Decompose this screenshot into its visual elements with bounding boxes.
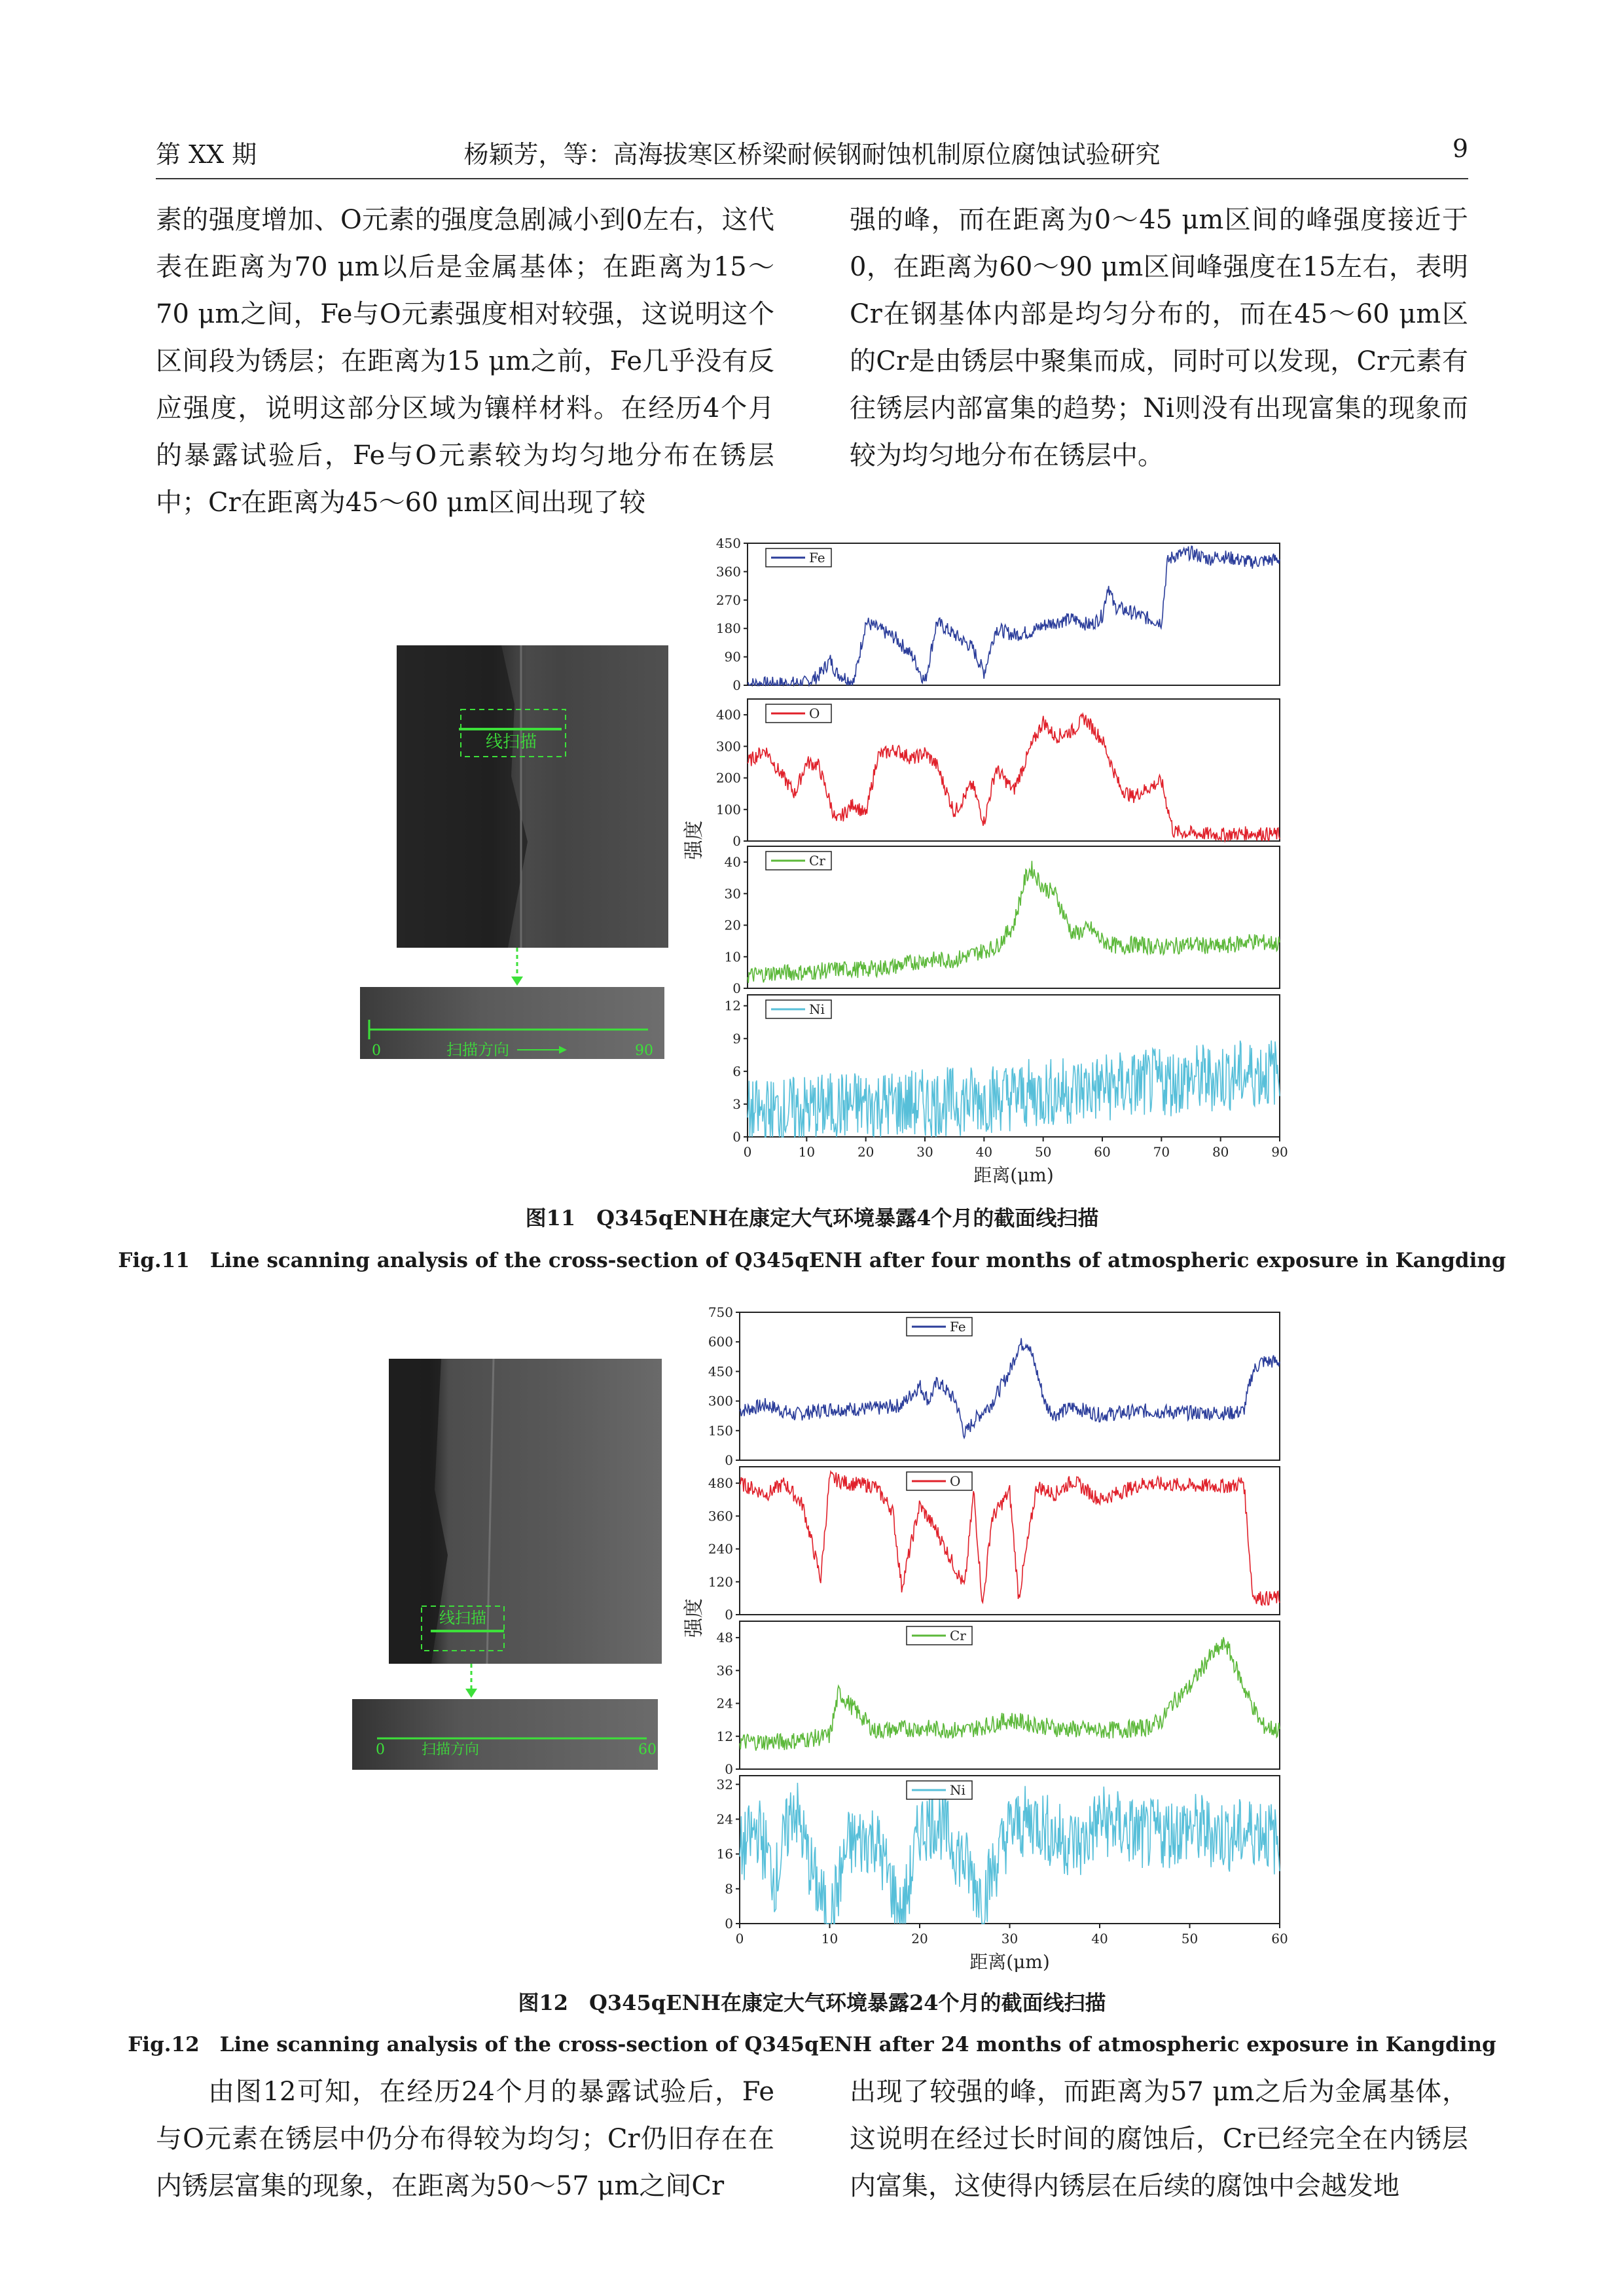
- series-line-o: [740, 1471, 1280, 1605]
- x-tick-label: 10: [821, 1931, 839, 1946]
- panel-cr: [725, 846, 1280, 996]
- y-tick-label: 480: [708, 1475, 733, 1492]
- strip-label: 扫描方向: [446, 1041, 509, 1059]
- y-tick-label: 400: [715, 707, 741, 723]
- series-line-cr: [740, 1638, 1280, 1751]
- x-tick-label: 10: [798, 1144, 816, 1160]
- y-tick-label: 180: [715, 620, 741, 637]
- strip-end: 90: [635, 1043, 653, 1059]
- y-axis-label: 强度: [683, 1598, 706, 1638]
- panel-cr: [717, 1621, 1280, 1777]
- body-text-top-right: [850, 196, 1468, 479]
- y-tick-label: 10: [724, 948, 741, 965]
- x-tick-label: 90: [1271, 1144, 1288, 1160]
- y-tick-label: 30: [724, 886, 741, 902]
- y-tick-label: 0: [725, 1761, 733, 1777]
- legend-ni: [766, 1000, 831, 1018]
- y-tick-label: 450: [708, 1363, 733, 1380]
- y-tick-label: 360: [715, 564, 741, 580]
- legend-label: Cr: [809, 853, 825, 869]
- legend-o: [907, 1472, 972, 1490]
- strip-end: 60: [638, 1742, 657, 1758]
- x-tick-label: 50: [1034, 1144, 1052, 1160]
- y-tick-label: 0: [725, 1607, 733, 1623]
- body-text-bottom-right: [850, 2068, 1468, 2210]
- panel-o: [708, 1467, 1280, 1623]
- micrograph-overlay: [397, 645, 668, 948]
- y-tick-label: 32: [716, 1776, 733, 1793]
- panel-ni: [725, 995, 1280, 1145]
- y-tick-label: 12: [716, 1728, 733, 1744]
- legend-label: O: [950, 1473, 961, 1489]
- legend-o: [766, 704, 831, 723]
- x-tick-label: 30: [916, 1144, 933, 1160]
- paragraph: 素的强度增加、O元素的强度急剧减小到0左右，这代表在距离为70 μm以后是金属基体；在距离为15～70 μm之间，Fe与O元素强度相对较强，这说明这个区间段为锈层；在距离为15 μm之前，Fe几乎没有反应强度，说明这部分区域为镶样材料。在经历4个月的暴露试验后，Fe与O元素较为均匀地分布在锈层中；Cr在距离为45～60 μm区间出现了较: [156, 205, 774, 518]
- y-tick-label: 0: [725, 1452, 733, 1468]
- y-tick-label: 20: [724, 917, 741, 933]
- legend-fe: [907, 1318, 972, 1336]
- strip-label: 扫描方向: [421, 1742, 480, 1758]
- x-tick-label: 20: [911, 1931, 928, 1946]
- legend-label: O: [809, 706, 820, 721]
- y-tick-label: 24: [716, 1811, 733, 1827]
- micrograph-overlay: [389, 1359, 662, 1664]
- x-tick-label: 0: [743, 1144, 752, 1160]
- scan-strip-fig12: [352, 1699, 658, 1770]
- series-line-ni: [740, 1783, 1280, 1924]
- panel-fe: [708, 1306, 1280, 1468]
- y-tick-label: 48: [716, 1630, 733, 1646]
- header-rule: [156, 178, 1468, 179]
- legend-label: Ni: [950, 1782, 965, 1798]
- y-tick-label: 12: [724, 997, 741, 1014]
- dashed-arrow-fig12: [461, 1664, 481, 1699]
- y-tick-label: 240: [708, 1541, 733, 1557]
- series-line-cr: [748, 861, 1280, 983]
- panel-o: [716, 699, 1280, 849]
- y-tick-label: 40: [724, 854, 741, 870]
- x-tick-label: 20: [857, 1144, 875, 1160]
- x-tick-label: 0: [735, 1931, 744, 1946]
- strip-start: 0: [372, 1043, 381, 1059]
- y-tick-label: 300: [715, 738, 741, 755]
- y-tick-label: 0: [732, 980, 741, 996]
- x-tick-label: 60: [1271, 1931, 1288, 1946]
- y-tick-label: 36: [716, 1662, 733, 1679]
- x-tick-label: 50: [1181, 1931, 1199, 1946]
- figure11-caption-en: Fig.11 Line scanning analysis of the cross-section of Q345qENH after four months of atmospheric exposure in Kangding: [118, 1249, 1506, 1272]
- y-tick-label: 100: [715, 801, 741, 817]
- x-tick-label: 80: [1212, 1144, 1229, 1160]
- x-tick-label: 60: [1094, 1144, 1111, 1160]
- y-tick-label: 750: [708, 1306, 733, 1320]
- y-tick-label: 360: [708, 1508, 733, 1524]
- y-tick-label: 450: [715, 535, 741, 551]
- line-scan-chart-fig12: [681, 1306, 1290, 1983]
- y-tick-label: 16: [716, 1846, 733, 1862]
- y-tick-label: 0: [725, 1916, 733, 1931]
- y-tick-label: 90: [724, 649, 741, 665]
- strip-start: 0: [376, 1742, 385, 1758]
- sem-micrograph-fig12: [389, 1359, 662, 1664]
- x-tick-label: 70: [1153, 1144, 1170, 1160]
- page-number: 9: [1452, 134, 1468, 163]
- dashed-arrow-fig11: [507, 948, 527, 987]
- y-tick-label: 3: [732, 1096, 741, 1112]
- figure11-caption-zh: 图11 Q345qENH在康定大气环境暴露4个月的截面线扫描: [525, 1206, 1099, 1230]
- paragraph: 强的峰，而在距离为0～45 μm区间的峰强度接近于0，在距离为60～90 μm区间峰强度在15左右，表明Cr在钢基体内部是均匀分布的，而在45～60 μm区的Cr是由锈层中聚集而成，同时可以发现，Cr元素有往锈层内部富集的趋势；Ni则没有出现富集的现象而较为均匀地分布在锈层中。: [850, 205, 1468, 471]
- y-tick-label: 200: [715, 770, 741, 786]
- legend-label: Cr: [950, 1628, 966, 1643]
- y-tick-label: 9: [732, 1030, 741, 1047]
- y-tick-label: 300: [708, 1393, 733, 1409]
- y-tick-label: 270: [715, 592, 741, 608]
- y-tick-label: 0: [732, 833, 741, 849]
- x-tick-label: 30: [1001, 1931, 1019, 1946]
- body-text-bottom-left: [156, 2068, 774, 2210]
- y-axis-label: 强度: [683, 820, 706, 860]
- legend-fe: [766, 548, 831, 567]
- figure12-caption-zh: 图12 Q345qENH在康定大气环境暴露24个月的截面线扫描: [518, 1990, 1106, 2015]
- y-tick-label: 120: [708, 1573, 733, 1590]
- scan-strip-fig11: [360, 987, 664, 1059]
- legend-label: Fe: [950, 1319, 966, 1335]
- legend-cr: [907, 1626, 972, 1645]
- paragraph: 由图12可知，在经历24个月的暴露试验后，Fe与O元素在锈层中仍分布得较为均匀；Cr仍旧存在在内锈层富集的现象，在距离为50～57 μm之间Cr: [156, 2077, 774, 2201]
- body-text-top-left: [156, 196, 774, 526]
- y-tick-label: 0: [732, 1129, 741, 1145]
- scan-label: 线扫描: [439, 1609, 486, 1627]
- panel-ni: [717, 1776, 1280, 1931]
- y-tick-label: 0: [732, 677, 741, 693]
- figure12-caption-en: Fig.12 Line scanning analysis of the cross-section of Q345qENH after 24 months of atmospheric exposure in Kangding: [128, 2033, 1496, 2056]
- legend-label: Ni: [809, 1001, 825, 1017]
- sem-micrograph-fig11: [397, 645, 668, 948]
- x-tick-label: 40: [975, 1144, 993, 1160]
- scan-label: 线扫描: [485, 732, 537, 752]
- legend-cr: [766, 852, 831, 870]
- running-title: 杨颖芳，等：高海拔寒区桥梁耐候钢耐蚀机制原位腐蚀试验研究: [463, 140, 1161, 169]
- panel-fe: [716, 535, 1280, 693]
- paragraph: 出现了较强的峰，而距离为57 μm之后为金属基体，这说明在经过长时间的腐蚀后，Cr已经完全在内锈层内富集，这使得内锈层在后续的腐蚀中会越发地: [850, 2077, 1468, 2201]
- series-line-ni: [748, 1041, 1280, 1137]
- y-tick-label: 6: [732, 1063, 741, 1079]
- y-tick-label: 8: [725, 1880, 733, 1897]
- x-tick-label: 40: [1091, 1931, 1108, 1946]
- series-line-o: [748, 714, 1280, 841]
- legend-label: Fe: [809, 550, 825, 565]
- y-tick-label: 24: [716, 1695, 733, 1712]
- x-axis-label: 距离(μm): [969, 1951, 1050, 1973]
- line-scan-chart-fig11: [681, 533, 1290, 1185]
- x-axis-label: 距离(μm): [973, 1164, 1054, 1185]
- y-tick-label: 600: [708, 1334, 733, 1350]
- y-tick-label: 150: [708, 1422, 733, 1439]
- series-line-fe: [740, 1338, 1280, 1439]
- issue-number: 第 XX 期: [156, 140, 257, 169]
- legend-ni: [907, 1781, 972, 1799]
